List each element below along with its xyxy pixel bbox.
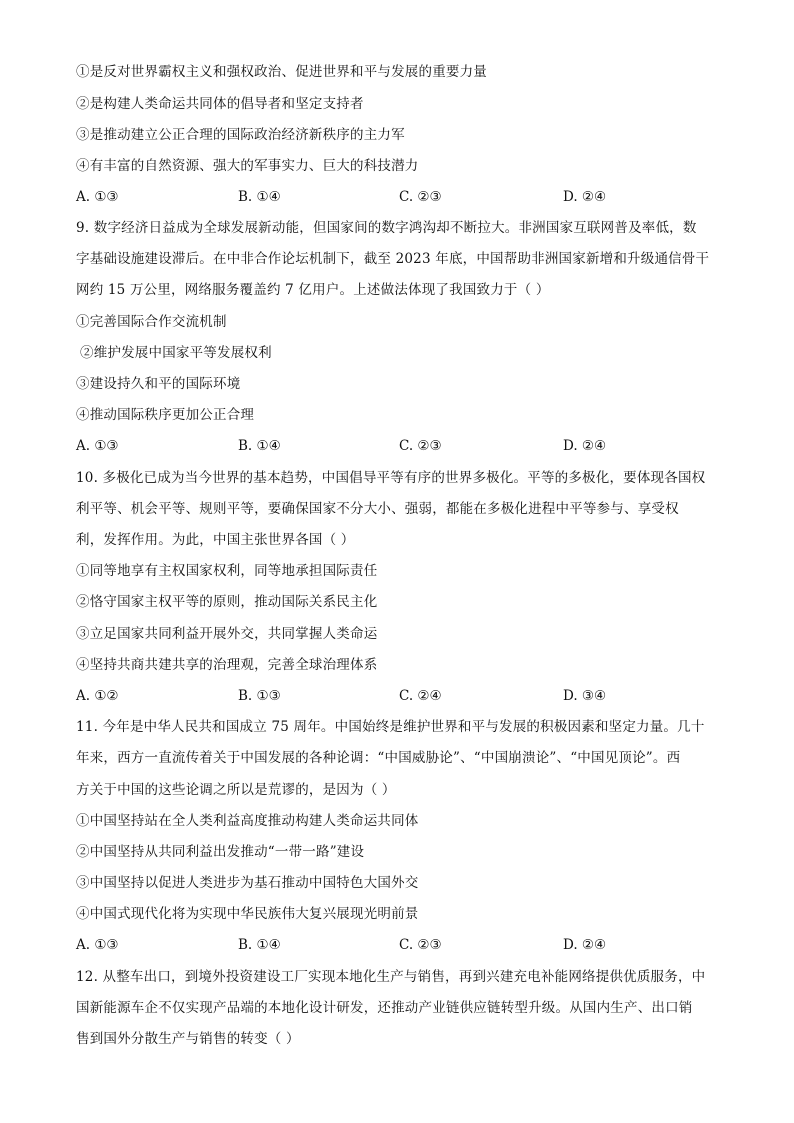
- q12-stem-line-2: 国新能源车企不仅实现产品端的本地化设计研发，还推动产业链供应链转型升级。从国内生产、出口销: [76, 1000, 693, 1016]
- q9-option-3: ③建设持久和平的国际环境: [76, 376, 241, 392]
- q11-choice-a: A. ①③: [76, 937, 119, 953]
- q11-choices: [76, 935, 726, 955]
- q9-choice-b: B. ①④: [238, 438, 281, 454]
- q11-option-4: ④中国式现代化将为实现中华民族伟大复兴展现光明前景: [76, 906, 419, 922]
- q10-choice-a: A. ①②: [76, 688, 119, 704]
- q8-option-3: ③是推动建立公正合理的国际政治经济新秩序的主力军: [76, 127, 405, 143]
- q9-option-4: ④推动国际秩序更加公正合理: [76, 407, 255, 423]
- q10-option-2: ②恪守国家主权平等的原则，推动国际关系民主化: [76, 594, 378, 610]
- q11-choice-d: D. ②④: [563, 937, 607, 953]
- q11-option-1: ①中国坚持站在全人类利益高度推动构建人类命运共同体: [76, 813, 419, 829]
- q11-choice-b: B. ①④: [238, 937, 281, 953]
- q8-option-1: ①是反对世界霸权主义和强权政治、促进世界和平与发展的重要力量: [76, 64, 487, 80]
- q10-choice-b: B. ①③: [238, 688, 281, 704]
- q8-option-4: ④有丰富的自然资源、强大的军事实力、巨大的科技潜力: [76, 158, 419, 174]
- q11-stem-line-3: 方关于中国的这些论调之所以是荒谬的，是因为（ ）: [76, 782, 396, 798]
- q9-choices: [76, 436, 726, 456]
- q11-option-2: ②中国坚持从共同利益出发推动“一带一路”建设: [76, 844, 365, 860]
- q9-stem-line-1: 9. 数字经济日益成为全球发展新动能，但国家间的数字鸿沟却不断拉大。非洲国家互联网普及率低，数: [76, 220, 697, 236]
- q8-choice-c: C. ②③: [399, 189, 442, 205]
- q10-option-4: ④坚持共商共建共享的治理观，完善全球治理体系: [76, 657, 378, 673]
- q9-option-1: ①完善国际合作交流机制: [76, 314, 227, 330]
- q11-option-3: ③中国坚持以促进人类进步为基石推动中国特色大国外交: [76, 875, 419, 891]
- q8-choice-b: B. ①④: [238, 189, 281, 205]
- q8-option-2: ②是构建人类命运共同体的倡导者和坚定支持者: [76, 96, 364, 112]
- q10-choices: [76, 686, 726, 706]
- q12-stem-line-3: 售到国外分散生产与销售的转变（ ）: [76, 1031, 300, 1047]
- q9-choice-c: C. ②③: [399, 438, 442, 454]
- q10-option-1: ①同等地享有主权国家权利，同等地承担国际责任: [76, 563, 378, 579]
- q11-stem-line-2: 年来，西方一直流传着关于中国发展的各种论调：“中国威胁论”、“中国崩溃论”、“中国见顶论”。西: [76, 750, 681, 766]
- q11-stem-line-1: 11. 今年是中华人民共和国成立 75 周年。中国始终是维护世界和平与发展的积极因素和坚定力量。几十: [76, 719, 705, 735]
- q10-stem-line-1: 10. 多极化已成为当今世界的基本趋势，中国倡导平等有序的世界多极化。平等的多极化，要体现各国权: [76, 470, 706, 486]
- q10-choice-d: D. ③④: [563, 688, 607, 704]
- q11-choice-c: C. ②③: [399, 937, 442, 953]
- q8-choices: [76, 187, 726, 207]
- q10-option-3: ③立足国家共同利益开展外交，共同掌握人类命运: [76, 626, 378, 642]
- q10-stem-line-3: 利，发挥作用。为此，中国主张世界各国（ ）: [76, 532, 355, 548]
- q8-choice-a: A. ①③: [76, 189, 119, 205]
- q9-stem-line-2: 字基础设施建设滞后。在中非合作论坛机制下，截至 2023 年底，中国帮助非洲国家新增和升级通信骨干: [76, 251, 710, 267]
- q12-stem-line-1: 12. 从整车出口，到境外投资建设工厂实现本地化生产与销售，再到兴建充电补能网络提供优质服务，中: [76, 969, 706, 985]
- q8-choice-d: D. ②④: [563, 189, 607, 205]
- q9-option-2: ②维护发展中国家平等发展权利: [80, 345, 272, 361]
- q10-choice-c: C. ②④: [399, 688, 442, 704]
- q9-stem-line-3: 网约 15 万公里，网络服务覆盖约 7 亿用户。上述做法体现了我国致力于（ ）: [76, 282, 550, 298]
- q9-choice-a: A. ①③: [76, 438, 119, 454]
- q9-choice-d: D. ②④: [563, 438, 607, 454]
- q10-stem-line-2: 利平等、机会平等、规则平等，要确保国家不分大小、强弱，都能在多极化进程中平等参与、享受权: [76, 501, 679, 517]
